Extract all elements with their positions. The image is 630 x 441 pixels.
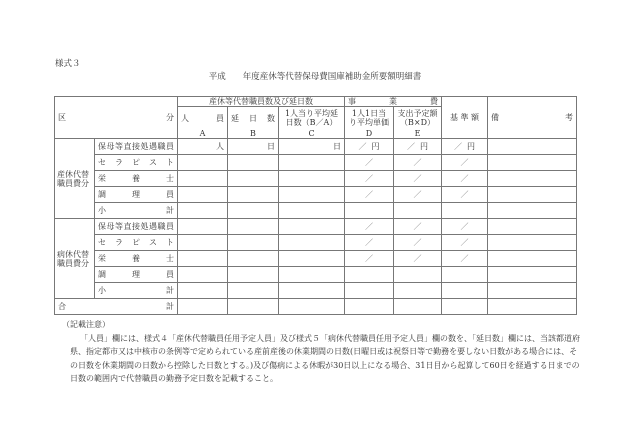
total-days-cell[interactable] <box>228 299 279 315</box>
total-label: 合 計 <box>55 299 178 315</box>
row-name: 保母等直接処遇職員 <box>98 142 174 151</box>
table-row <box>55 139 577 155</box>
group-label: 病休代替職員費分 <box>55 219 95 299</box>
total-standard-cell[interactable] <box>442 299 488 315</box>
persons-cell[interactable] <box>178 235 228 251</box>
slash-mark: ／ <box>460 174 469 183</box>
remarks-cell[interactable] <box>488 219 577 235</box>
slash-mark: ／ <box>358 142 367 151</box>
planned-cell[interactable] <box>394 283 442 299</box>
slash-mark: ／ <box>413 174 422 183</box>
standard-cell[interactable] <box>442 187 488 203</box>
document-title <box>0 70 630 82</box>
remarks-cell[interactable] <box>488 251 577 267</box>
persons-cell[interactable] <box>178 171 228 187</box>
slash-mark: ／ <box>365 254 373 263</box>
unit-price-cell[interactable] <box>345 251 394 267</box>
slash-mark: ／ <box>460 254 469 263</box>
days-cell[interactable] <box>228 155 279 171</box>
row-name: 保母等直接処遇職員 <box>98 222 174 231</box>
days-cell[interactable] <box>228 203 279 219</box>
header-persons: 人 員 <box>178 107 228 130</box>
total-remarks-cell[interactable] <box>488 299 577 315</box>
letter-e: E <box>394 129 442 139</box>
letter-b: B <box>228 129 279 139</box>
unit-price-cell[interactable] <box>345 187 394 203</box>
persons-cell[interactable] <box>178 267 228 283</box>
standard-cell[interactable] <box>442 171 488 187</box>
remarks-cell[interactable] <box>488 155 577 171</box>
slash-mark: ／ <box>413 158 422 167</box>
slash-mark: ／ <box>365 238 373 247</box>
unit-price-cell[interactable] <box>345 235 394 251</box>
days-cell[interactable] <box>228 267 279 283</box>
header-planned: 支出予定額（B×D） <box>394 107 442 130</box>
header-division: 区 分 <box>55 97 178 139</box>
remarks-cell[interactable] <box>488 283 577 299</box>
slash-mark: ／ <box>365 222 373 231</box>
slash-mark: ／ <box>460 238 469 247</box>
remarks-cell[interactable] <box>488 267 577 283</box>
avg-days-cell[interactable]: 日 <box>279 139 345 155</box>
persons-cell[interactable] <box>178 187 228 203</box>
row-name-cell <box>95 283 178 299</box>
table-row <box>55 171 577 187</box>
notes <box>62 318 582 386</box>
unit-price-cell[interactable] <box>345 155 394 171</box>
persons-cell[interactable] <box>178 203 228 219</box>
row-name: 調理員 <box>98 190 174 199</box>
row-name-cell <box>95 219 178 235</box>
row-name-cell <box>95 203 178 219</box>
avg-days-cell[interactable] <box>279 187 345 203</box>
row-name: 小計 <box>98 206 174 215</box>
group-label: 産休代替職員費分 <box>55 139 95 219</box>
standard-cell[interactable] <box>442 267 488 283</box>
slash-mark: ／ <box>406 142 415 151</box>
expense-table <box>54 96 577 315</box>
days-cell[interactable]: 日 <box>228 139 279 155</box>
notes-heading: （記載注意） <box>62 320 110 329</box>
slash-mark: ／ <box>365 158 373 167</box>
avg-days-cell[interactable] <box>279 267 345 283</box>
remarks-cell[interactable] <box>488 203 577 219</box>
avg-days-cell[interactable] <box>279 251 345 267</box>
remarks-cell[interactable] <box>488 187 577 203</box>
planned-cell[interactable] <box>394 219 442 235</box>
row-name-cell <box>95 155 178 171</box>
remarks-cell[interactable] <box>488 235 577 251</box>
unit-price-cell[interactable]: ／ 円 <box>345 139 394 155</box>
remarks-cell[interactable] <box>488 171 577 187</box>
avg-days-cell[interactable] <box>279 171 345 187</box>
row-name: 栄養士 <box>98 254 174 263</box>
avg-days-cell[interactable] <box>279 155 345 171</box>
row-name-cell <box>95 267 178 283</box>
slash-mark: ／ <box>460 190 469 199</box>
total-unit-price-cell[interactable] <box>345 299 394 315</box>
total-row <box>55 299 577 315</box>
slash-mark: ／ <box>413 222 422 231</box>
standard-cell[interactable] <box>442 219 488 235</box>
persons-cell[interactable] <box>178 283 228 299</box>
form-number: 様式３ <box>55 59 81 69</box>
table-row <box>55 187 577 203</box>
planned-cell[interactable] <box>394 235 442 251</box>
avg-days-cell[interactable] <box>279 203 345 219</box>
planned-cell[interactable] <box>394 155 442 171</box>
slash-mark: ／ <box>413 254 422 263</box>
notes-body: 「人員」欄には、様式４「産休代替職員任用予定人員」及び様式５「病休代替職員任用予定人員」欄の数を、「延日数」欄には、当該都道府県、指定都市又は中核市の条例等で定められている産前産後の休業期間の日数(日曜日或は祝祭日等で勤務を要しない日数がある場合には、その日数を休業期間の日数から控除した日数とする。)及び傷病による休暇が30日以上になる場合、31日目から起算して60日を経過する日までの日数の範囲内で代替職員の勤務予定日数を記載すること。 <box>70 333 580 383</box>
total-avg-days-cell[interactable] <box>279 299 345 315</box>
header-unit-price: 1人1日当り平均単価 <box>345 107 394 130</box>
header-cost-group: 事 業 費 <box>345 97 442 107</box>
planned-cell[interactable] <box>394 267 442 283</box>
header-avg-days: 1人当り平均延日数（B／A） <box>279 107 345 130</box>
table-row <box>55 155 577 171</box>
standard-cell[interactable] <box>442 235 488 251</box>
slash-mark: ／ <box>413 190 422 199</box>
planned-cell[interactable] <box>394 171 442 187</box>
row-name: セラピスト <box>98 158 174 167</box>
avg-days-cell[interactable] <box>279 283 345 299</box>
slash-mark: ／ <box>460 222 469 231</box>
title-text: 年度産休等代替保母費国庫補助金所要額明細書 <box>242 72 422 82</box>
letter-a: A <box>178 129 228 139</box>
slash-mark: ／ <box>365 190 373 199</box>
standard-cell[interactable]: ／ 円 <box>442 139 488 155</box>
row-name: 調理員 <box>98 270 174 279</box>
avg-days-cell[interactable] <box>279 219 345 235</box>
unit-price-cell[interactable] <box>345 283 394 299</box>
row-name: セラピスト <box>98 238 174 247</box>
standard-cell[interactable] <box>442 283 488 299</box>
unit-price-cell[interactable] <box>345 219 394 235</box>
unit-price-cell[interactable] <box>345 267 394 283</box>
days-cell[interactable] <box>228 283 279 299</box>
table-row <box>55 235 577 251</box>
standard-cell[interactable] <box>442 155 488 171</box>
row-name-cell <box>95 251 178 267</box>
persons-cell[interactable]: 人 <box>178 139 228 155</box>
slash-mark: ／ <box>413 238 422 247</box>
days-cell[interactable] <box>228 235 279 251</box>
avg-days-cell[interactable] <box>279 235 345 251</box>
row-name-cell <box>95 187 178 203</box>
header-staff-group: 産休等代替職員数及び延日数 <box>178 97 345 107</box>
table-row <box>55 203 577 219</box>
planned-cell[interactable] <box>394 187 442 203</box>
header-days: 延 日 数 <box>228 107 279 130</box>
table-row <box>55 219 577 235</box>
slash-mark: ／ <box>365 174 373 183</box>
letter-d: D <box>345 129 394 139</box>
letter-c: C <box>279 129 345 139</box>
days-cell[interactable] <box>228 171 279 187</box>
row-name: 栄養士 <box>98 174 174 183</box>
row-name: 小計 <box>98 286 174 295</box>
header-remarks: 備 考 <box>488 97 577 139</box>
total-planned-cell[interactable] <box>394 299 442 315</box>
remarks-cell[interactable] <box>488 139 577 155</box>
table-row <box>55 267 577 283</box>
days-cell[interactable] <box>228 251 279 267</box>
persons-cell[interactable] <box>178 219 228 235</box>
days-cell[interactable] <box>228 219 279 235</box>
standard-cell[interactable] <box>442 251 488 267</box>
planned-cell[interactable] <box>394 203 442 219</box>
unit-price-cell[interactable] <box>345 203 394 219</box>
total-persons-cell[interactable] <box>178 299 228 315</box>
table-row <box>55 283 577 299</box>
row-name-cell <box>95 235 178 251</box>
persons-cell[interactable] <box>178 251 228 267</box>
planned-cell[interactable] <box>394 251 442 267</box>
title-era: 平成 <box>208 72 226 82</box>
unit-price-cell[interactable] <box>345 171 394 187</box>
slash-mark: ／ <box>460 158 469 167</box>
slash-mark: ／ <box>453 142 462 151</box>
row-name-cell <box>95 171 178 187</box>
persons-cell[interactable] <box>178 155 228 171</box>
header-standard: 基 準 額 <box>442 97 488 139</box>
table-row <box>55 251 577 267</box>
row-name-cell <box>95 139 178 155</box>
days-cell[interactable] <box>228 187 279 203</box>
planned-cell[interactable]: ／ 円 <box>394 139 442 155</box>
standard-cell[interactable] <box>442 203 488 219</box>
